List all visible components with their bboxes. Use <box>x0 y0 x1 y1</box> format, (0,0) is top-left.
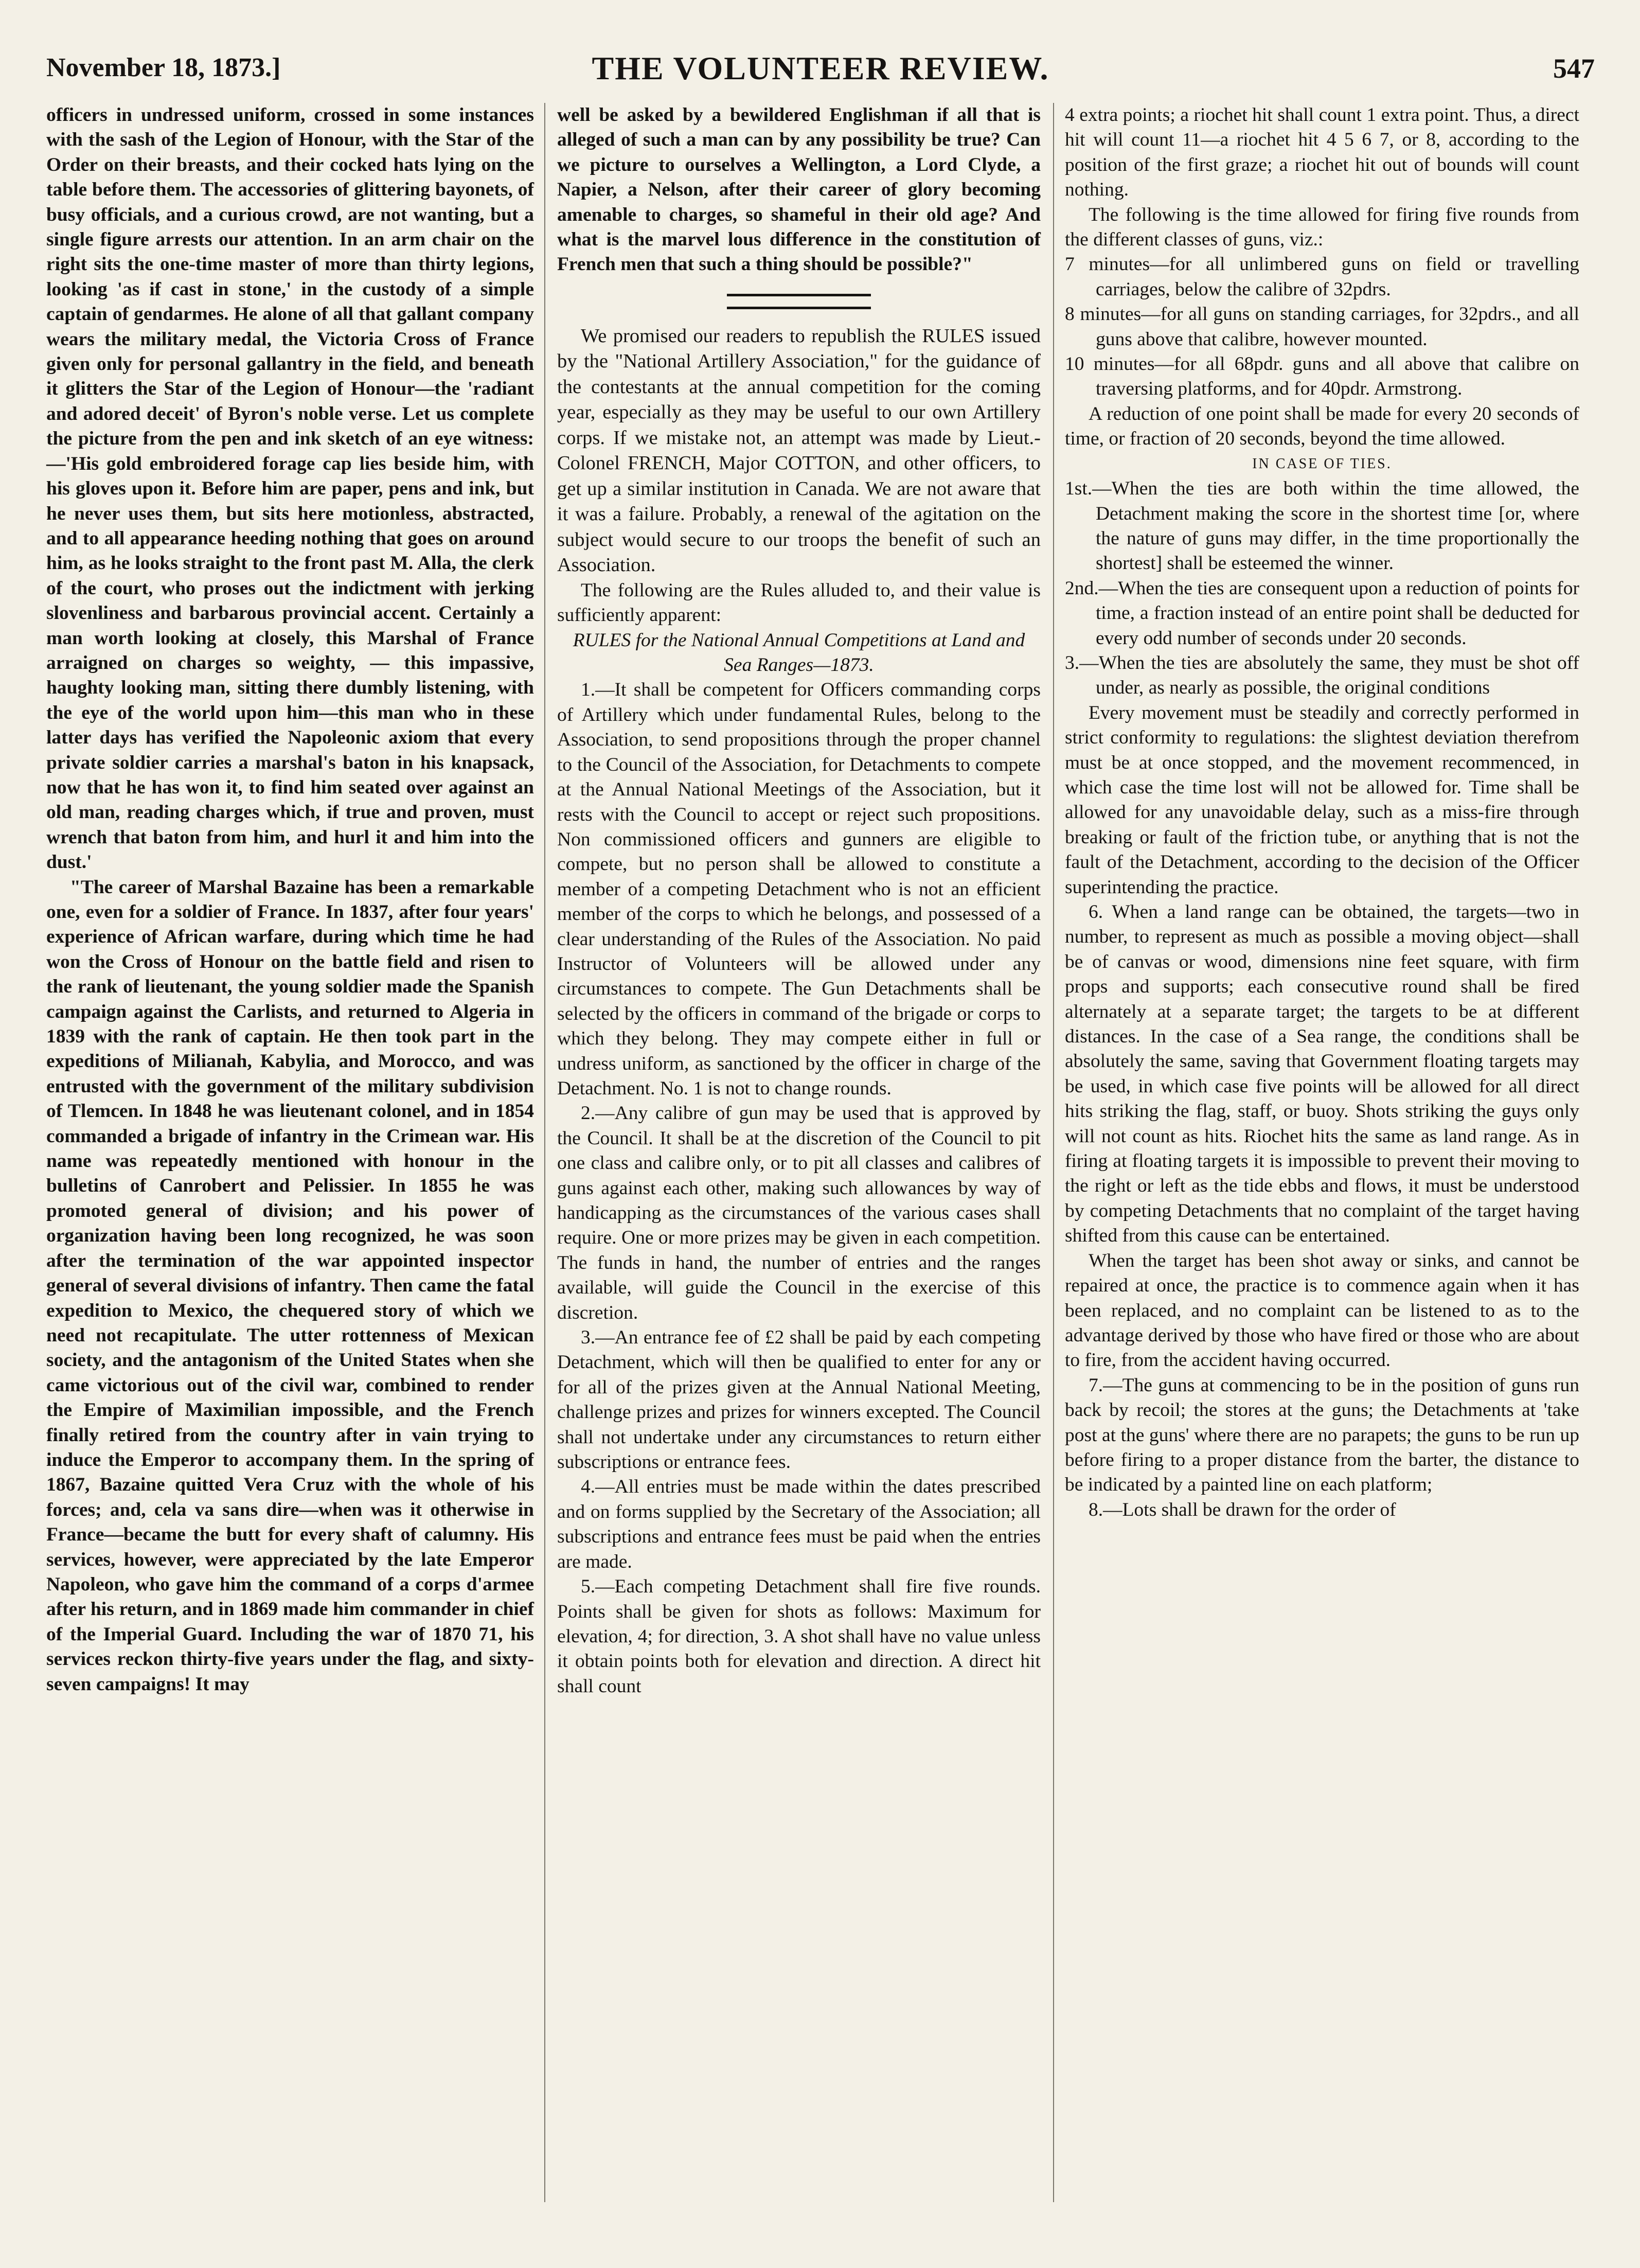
rule-item: 8.—Lots shall be drawn for the order of <box>1089 1499 1396 1520</box>
time-allowance-intro: The following is the time allowed for firing five rounds from the different classes of guns, viz.: <box>1065 204 1579 251</box>
editorial-intro: We promised our readers to republish the RULES issued by the "National Artillery Association," for the guidance of the contestants at the annual competition for the coming year, especially as they may be useful to our own Artillery corps. If we mistake not, an attempt was made by Lieut.-Colonel FRENCH, Major COTTON, and other officers, to get up a similar institution in Canada. We are not aware that it was a failure. Probably, a renewal of the agitation on the subject would secure to our troops the benefit of such an Association. <box>557 325 1041 576</box>
masthead-title: THE VOLUNTEER REVIEW. <box>592 50 1049 86</box>
time-allowance-item: 8 minutes—for all guns on standing carriages, for 32pdrs., and all guns above that calibre, however mounted. <box>1065 304 1579 350</box>
tie-rule: 2nd.—When the ties are consequent upon a reduction of points for time, a fraction instead of an entire point shall be deducted for every odd number of seconds under 20 seconds. <box>1065 577 1579 649</box>
page-number: 547 <box>1553 53 1595 84</box>
rule-continuation: 4 extra points; a riochet hit shall count 1 extra point. Thus, a direct hit will count 11—a riochet hit 4 5 6 7, or 8, according to the position of the first graze; a riochet hit out of bounds will count nothing. <box>1065 104 1579 201</box>
time-allowance-item: 7 minutes—for all unlimbered guns on field or travelling carriages, below the calibre of 32pdrs. <box>1065 254 1579 300</box>
rule-item: 6. When a land range can be obtained, the targets—two in number, to represent as much as possible a moving object—shall be of canvas or wood, dimensions nine feet square, with firm props and supports; each consecutive round shall be fired alternately at a separate target; the targets to be at different distances. In the case of a Sea range, the conditions shall be absolutely the same, saving that Government floating targets may be used, in which case five points will be allowed for all direct hits striking the flag, staff, or buoy. Shots striking the guys only will not count as hits. Riochet hits the same as land range. As in firing at floating targets it is impossible to prevent their moving to the right or left as the tide ebbs and flows, it must be understood by competing Detachments that no complaint of the target having shifted from this cause can be entertained. <box>1065 901 1579 1247</box>
column-three <box>1065 103 1579 1522</box>
column-divider <box>544 103 545 2202</box>
rule-item: 4.—All entries must be made within the dates prescribed and on forms supplied by the Secretary of the Association; all subscriptions and entrance fees must be paid when the entries are made. <box>557 1476 1041 1572</box>
time-allowance-item: 10 minutes—for all 68pdr. guns and all above that calibre on traversing platforms, and for 40pdr. Armstrong. <box>1065 353 1579 400</box>
time-reduction-rule: A reduction of one point shall be made for every 20 seconds of time, or fraction of 20 seconds, beyond the time allowed. <box>1065 403 1579 450</box>
column-divider <box>1053 103 1054 2202</box>
page-header <box>46 49 1595 91</box>
column-two <box>557 103 1041 1699</box>
rule-item: 1.—It shall be competent for Officers commanding corps of Artillery which under fundamental Rules, belong to the Association, to send propositions through the proper channel to the Council of the Association, for Detachments to compete at the Annual National Meetings of the Association, but it rests with the Council to accept or reject such propositions. Non commissioned officers and gunners are eligible to compete, but no person shall be allowed to constitute a member of a competing Detachment who is not an efficient member of the corps to which he belongs, and possessed of a clear understanding of the Rules of the Association. No paid Instructor of Volunteers will be allowed under any circumstances to compete. The Gun Detachments shall be selected by the officers in command of the brigade or corps to which they belong. They may compete either in full or undress uniform, as sanctioned by the officer in charge of the Detachment. No. 1 is not to change rounds. <box>557 679 1041 1099</box>
article-paragraph: "The career of Marshal Bazaine has been a remarkable one, even for a soldier of France. In 1837, after four years' experience of African warfare, during which time he had won the Cross of Honour on the battle field and risen to the rank of lieutenant, the young soldier made the Spanish campaign against the Carlists, and returned to Algeria in 1839 with the rank of captain. He then took part in the expeditions of Milianah, Kabylia, and Morocco, and was entrusted with the government of the military subdivision of Tlemcen. In 1848 he was lieutenant colonel, and in 1854 commanded a brigade of infantry in the Crimean war. His name was repeatedly mentioned with honour in the bulletins of Canrobert and Pelissier. In 1855 he was promoted general of division; and his power of organization having been long recognized, he was soon after the termination of the war appointed inspector general of several divisions of infantry. Then came the fatal expedition to Mexico, the chequered story of which we need not recapitulate. The utter rottenness of Mexican society, and the antagonism of the United States when she came victorious out of the civil war, combined to render the Empire of Maximilian impossible, and the French finally retired from the country after in vain trying to induce the Emperor to accompany them. In the spring of 1867, Bazaine quitted Vera Cruz with the whole of his forces; and, cela va sans dire—when was it otherwise in France—became the butt for every shaft of calumny. His services, however, were appreciated by the late Emperor Napoleon, who gave him the command of a corps d'armee after his return, and in 1869 made him commander in chief of the Imperial Guard. Including the war of 1870 71, his services reckon thirty-five years under the flag, and sixty-seven campaigns! It may <box>46 876 534 1695</box>
rule-item: 7.—The guns at commencing to be in the position of guns run back by recoil; the stores at the guns; the Detachments at 'take post at the guns' where there are no parapets; the guns to be run up before firing to a proper distance from the barter, the distance to be indicated by a painted line on each platform; <box>1065 1374 1579 1496</box>
tie-rule: 3.—When the ties are absolutely the same, they must be shot off under, as nearly as possible, the original conditions <box>1065 652 1579 699</box>
article-paragraph: officers in undressed uniform, crossed in some instances with the sash of the Legion of Honour, with the Star of the Order on their breasts, and their cocked hats lying on the table before them. The accessories of glittering bayonets, of busy officials, and a curious crowd, are not wanting, but a single figure arrests our attention. In an arm chair on the right sits the one-time master of more than thirty legions, looking 'as if cast in stone,' in the custody of a simple captain of gendarmes. He alone of all that gallant company wears the military medal, the Victoria Cross of France given only for personal gallantry in the field, and beneath it glitters the Star of the Legion of Honour—the 'radiant and adored deceit' of Byron's noble verse. Let us complete the picture from the pen and ink sketch of an eye witness:—'His gold embroidered forage cap lies beside him, with his gloves upon it. Before him are paper, pens and ink, but he never uses them, but sits here motionless, abstracted, and to all appearance heeding nothing that goes on around him, as he looks straight to the front past M. Alla, the clerk of the court, who proses out the indictment with jerking slovenliness and barbarous provincial accent. Certainly a man worth looking at closely, this Marshal of France arraigned on charges so weighty, — this impassive, haughty looking man, sitting there dumbly listening, with the eye of the world upon him—this man who in these latter days has verified the Napoleonic axiom that every private soldier carries a marshal's baton in his knapsack, now that he has won it, to find him seated over against an old man, reading charges which, if true and proven, must wrench that baton from him, and hurl it and him into the dust.' <box>46 104 534 873</box>
column-one <box>46 103 534 1697</box>
rule-item: 2.—Any calibre of gun may be used that is approved by the Council. It shall be at the discretion of the Council to pit one class and calibre only, or to pit all classes and calibres of guns against each other, making such allowances by way of handicapping as the circumstances of the various cases shall require. One or more prizes may be given in each competition. The funds in hand, the number of entries and the ranges available, will guide the Council in the exercise of this discretion. <box>557 1103 1041 1323</box>
article-paragraph: When the target has been shot away or sinks, and cannot be repaired at once, the practice is to commence again when it has been replaced, and no complaint can be listened to as to the advantage derived by those who have fired or those who are about to fire, from the accident having occurred. <box>1065 1250 1579 1371</box>
issue-date: November 18, 1873.] <box>46 53 281 82</box>
rules-title: RULES for the National Annual Competitions at Land and Sea Ranges—1873. <box>573 629 1025 676</box>
article-paragraph: Every movement must be steadily and correctly performed in strict conformity to regulations: the slightest deviation therefrom must be at once stopped, and the movement recommenced, in which case the time lost will not be allowed for. Time shall be allowed for any unavoidable delay, such as a miss-fire through breaking or fault of the friction tube, or anything that is not the fault of the Detachment, according to the decision of the Officer superintending the practice. <box>1065 702 1579 898</box>
rule-item: 3.—An entrance fee of £2 shall be paid by each competing Detachment, which will then be qualified to enter for any or for all of the prizes given at the Annual National Meeting, challenge prizes and prizes for winners excepted. The Council shall not undertake under any circumstances to return either subscriptions or entrance fees. <box>557 1327 1041 1473</box>
tie-rule: 1st.—When the ties are both within the time allowed, the Detachment making the score in the shortest time [or, where the nature of guns may differ, in the time proportionally the shortest] shall be esteemed the winner. <box>1065 478 1579 574</box>
ties-heading: IN CASE OF TIES. <box>1252 455 1392 472</box>
rule-item: 5.—Each competing Detachment shall fire five rounds. Points shall be given for shots as follows: Maximum for elevation, 4; for direction, 3. A shot shall have no value unless it obtain points both for elevation and direction. A direct hit shall count <box>557 1576 1041 1697</box>
article-paragraph: well be asked by a bewildered Englishman if all that is alleged of such a man can by any possibility be true? Can we picture to ourselves a Wellington, a Lord Clyde, a Napier, a Nelson, after their career of glory becoming amenable to charges, so shameful in their old age? And what is the marvel lous difference in the constitution of French men that such a thing should be possible?" <box>557 104 1041 275</box>
rules-lead-in: The following are the Rules alluded to, and their value is sufficiently apparent: <box>557 579 1041 626</box>
section-divider <box>727 294 871 309</box>
